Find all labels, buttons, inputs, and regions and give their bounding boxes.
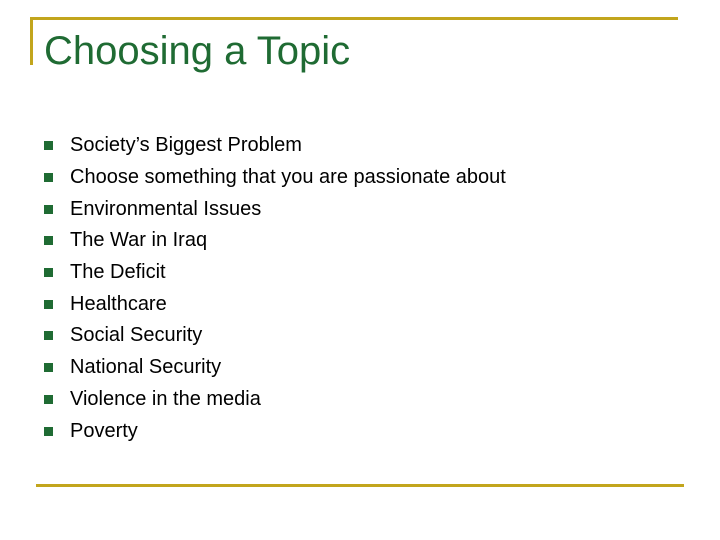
bullet-item [44, 415, 506, 447]
bullet-item [44, 320, 506, 352]
bullet-text: Choose something that you are passionate about [70, 166, 506, 189]
top-rule-vertical [30, 17, 33, 65]
bullet-item [44, 352, 506, 384]
square-bullet-icon [44, 331, 53, 340]
bullet-item [44, 193, 506, 225]
bullet-text: Violence in the media [70, 387, 261, 410]
square-bullet-icon [44, 173, 53, 182]
bullet-text: Healthcare [70, 292, 167, 315]
slide-title: Choosing a Topic [44, 29, 351, 73]
bullet-item [44, 288, 506, 320]
square-bullet-icon [44, 363, 53, 372]
bullet-text: The War in Iraq [70, 229, 208, 252]
square-bullet-icon [44, 427, 53, 436]
square-bullet-icon [44, 236, 53, 245]
bullet-item [44, 130, 506, 162]
bullet-item [44, 162, 506, 194]
bullet-item [44, 257, 506, 289]
bottom-rule [36, 484, 684, 487]
bullet-text: National Security [70, 356, 222, 379]
bullet-item [44, 225, 506, 257]
square-bullet-icon [44, 300, 53, 309]
bullet-text: Poverty [70, 419, 138, 442]
bullet-text: The Deficit [70, 261, 166, 284]
square-bullet-icon [44, 268, 53, 277]
bullet-text: Society’s Biggest Problem [70, 134, 302, 157]
square-bullet-icon [44, 141, 53, 150]
bullet-text: Social Security [70, 324, 203, 347]
bullet-list [44, 130, 506, 447]
top-rule [30, 17, 678, 20]
square-bullet-icon [44, 395, 53, 404]
bullet-text: Environmental Issues [70, 197, 262, 220]
square-bullet-icon [44, 205, 53, 214]
bullet-item [44, 384, 506, 416]
